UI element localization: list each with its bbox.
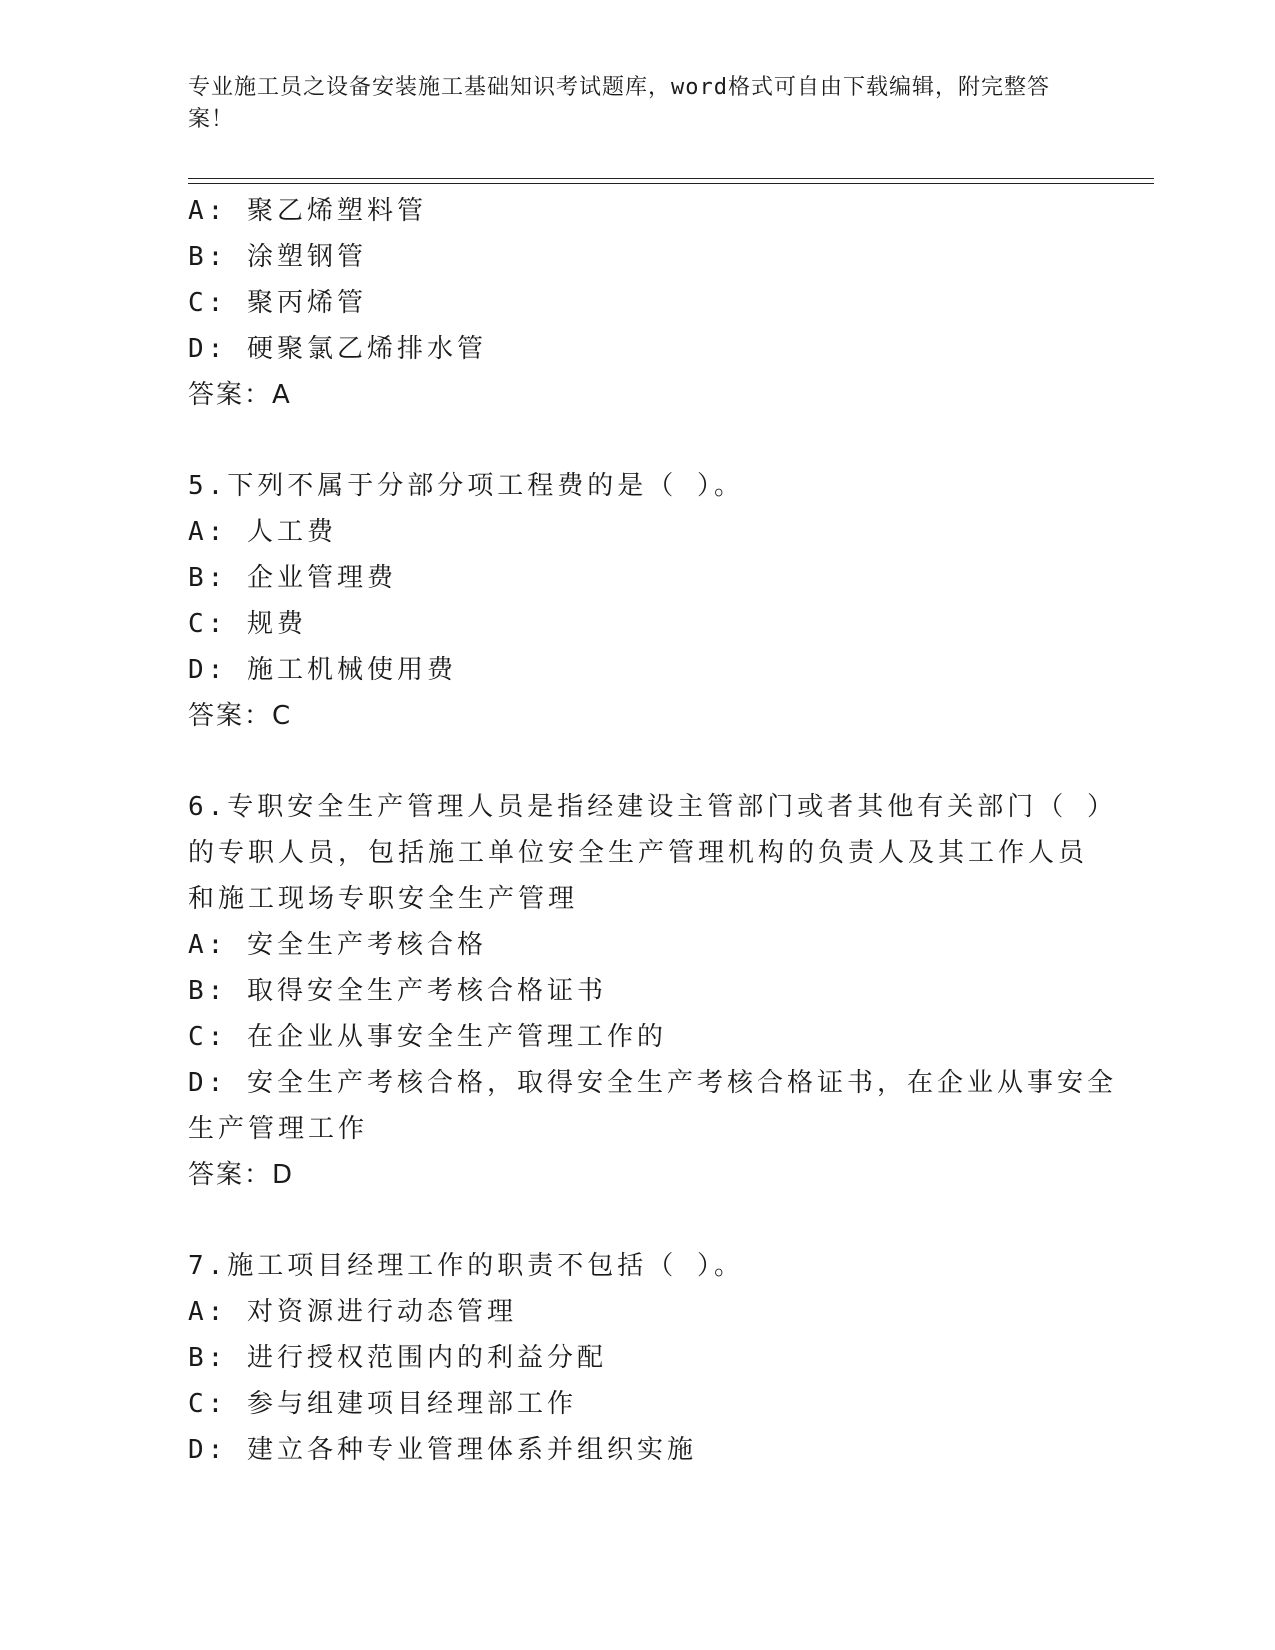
question-text: 7.施工项目经理工作的职责不包括（ ）。 <box>188 1251 744 1281</box>
spacer <box>188 418 1088 463</box>
question-text-line-3: 和施工现场专职安全生产管理 <box>188 884 579 914</box>
option-c: C: 聚丙烯管 <box>188 288 367 318</box>
header-divider-bottom <box>188 183 1154 184</box>
option-c: C: 规费 <box>188 609 307 639</box>
question-text-line-1: 6.专职安全生产管理人员是指经建设主管部门或者其他有关部门（ ） <box>188 792 1117 822</box>
option-b: B: 进行授权范围内的利益分配 <box>188 1343 607 1373</box>
option-a: A: 人工费 <box>188 517 337 547</box>
answer: 答案：A <box>188 380 292 410</box>
question-5 <box>188 463 1088 739</box>
option-d: D: 硬聚氯乙烯排水管 <box>188 334 487 364</box>
spacer <box>188 739 1088 784</box>
question-text: 5.下列不属于分部分项工程费的是（ ）。 <box>188 471 744 501</box>
document-header: 专业施工员之设备安装施工基础知识考试题库，word格式可自由下载编辑，附完整答案！ <box>188 75 1050 132</box>
header-divider-top <box>188 178 1154 179</box>
answer: 答案：C <box>188 701 293 731</box>
option-b: B: 企业管理费 <box>188 563 397 593</box>
question-4 <box>188 188 1088 418</box>
question-6 <box>188 784 1117 1198</box>
question-text-line-2: 的专职人员，包括施工单位安全生产管理机构的负责人及其工作人员 <box>188 838 1089 868</box>
option-c: C: 在企业从事安全生产管理工作的 <box>188 1022 667 1052</box>
option-c: C: 参与组建项目经理部工作 <box>188 1389 577 1419</box>
option-d: D: 施工机械使用费 <box>188 655 457 685</box>
option-d: D: 建立各种专业管理体系并组织实施 <box>188 1435 697 1465</box>
option-a: A: 对资源进行动态管理 <box>188 1297 517 1327</box>
option-b: B: 取得安全生产考核合格证书 <box>188 976 607 1006</box>
option-d-line-1: D: 安全生产考核合格，取得安全生产考核合格证书，在企业从事安全 <box>188 1068 1117 1098</box>
spacer <box>188 1198 1088 1243</box>
option-a: A: 安全生产考核合格 <box>188 930 487 960</box>
answer: 答案：D <box>188 1160 295 1190</box>
option-d-line-2: 生产管理工作 <box>188 1114 369 1144</box>
question-list <box>188 188 1117 1473</box>
option-a: A: 聚乙烯塑料管 <box>188 196 427 226</box>
option-b: B: 涂塑钢管 <box>188 242 367 272</box>
question-7 <box>188 1243 1088 1473</box>
